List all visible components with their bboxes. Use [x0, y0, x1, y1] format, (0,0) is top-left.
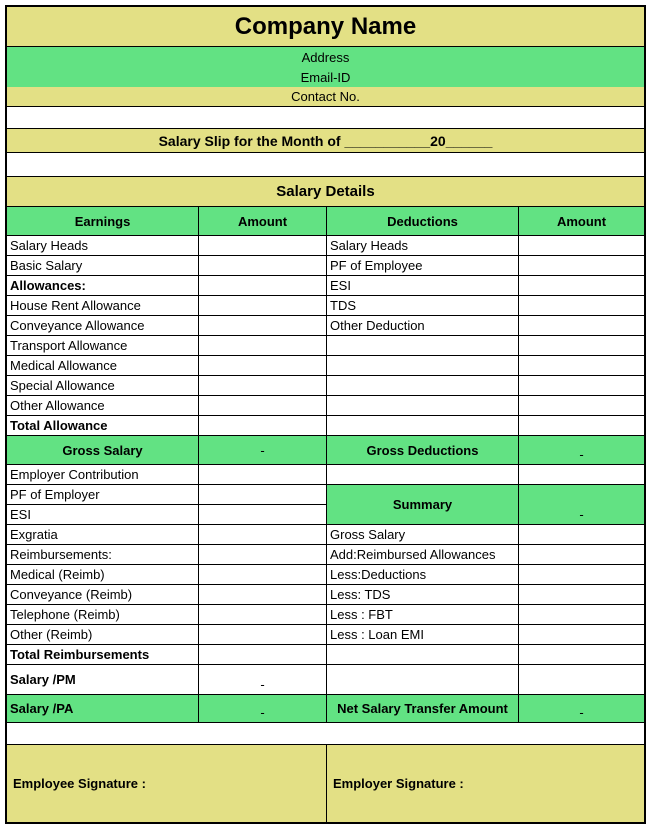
amount-cell	[519, 396, 644, 416]
deduction-row	[327, 396, 519, 416]
gross-deductions-value: -	[519, 436, 644, 465]
amount-cell	[519, 645, 644, 665]
amount-cell	[199, 376, 327, 396]
month-line: Salary Slip for the Month of ___________20______	[7, 129, 644, 153]
earnings-row: Special Allowance	[7, 376, 199, 396]
amount-cell	[199, 505, 327, 525]
amount-cell	[199, 356, 327, 376]
amount-cell	[199, 565, 327, 585]
blank-cell	[327, 665, 519, 695]
salary-slip	[5, 5, 646, 824]
amount-cell	[519, 525, 644, 545]
earnings-row: Transport Allowance	[7, 336, 199, 356]
amount-header-2: Amount	[519, 207, 644, 236]
deduction-row	[327, 376, 519, 396]
summary-row: Add:Reimbursed Allowances	[327, 545, 519, 565]
amount-cell	[519, 316, 644, 336]
amount-cell	[199, 396, 327, 416]
amount-cell	[199, 525, 327, 545]
amount-cell	[199, 645, 327, 665]
amount-cell	[519, 296, 644, 316]
blank-cell	[327, 465, 519, 485]
amount-cell	[199, 236, 327, 256]
earnings-row: Total Allowance	[7, 416, 199, 436]
amount-cell	[519, 565, 644, 585]
reimb-row: Other (Reimb)	[7, 625, 199, 645]
amount-cell	[199, 256, 327, 276]
amount-cell	[199, 605, 327, 625]
blank-row-3	[7, 723, 644, 745]
summary-row: Less: TDS	[327, 585, 519, 605]
contact-no: Contact No.	[7, 87, 644, 107]
reimb-row: Exgratia	[7, 525, 199, 545]
summary-row: Less : FBT	[327, 605, 519, 625]
summary-row: Less:Deductions	[327, 565, 519, 585]
amount-cell	[519, 416, 644, 436]
amount-cell	[199, 336, 327, 356]
blank-cell	[519, 665, 644, 695]
amount-cell	[519, 625, 644, 645]
amount-header-1: Amount	[199, 207, 327, 236]
company-name: Company Name	[7, 7, 644, 47]
deduction-row	[327, 416, 519, 436]
earnings-row: Other Allowance	[7, 396, 199, 416]
earnings-row: Conveyance Allowance	[7, 316, 199, 336]
blank-row-1	[7, 107, 644, 129]
summary-row: Less : Loan EMI	[327, 625, 519, 645]
amount-cell	[199, 485, 327, 505]
amount-cell	[519, 376, 644, 396]
earnings-row: House Rent Allowance	[7, 296, 199, 316]
deduction-row: PF of Employee	[327, 256, 519, 276]
amount-cell	[199, 296, 327, 316]
earnings-row: Salary Heads	[7, 236, 199, 256]
summary-label: Summary	[327, 485, 519, 525]
address: Address	[7, 47, 644, 67]
reimb-row: Total Reimbursements	[7, 645, 199, 665]
amount-cell	[519, 585, 644, 605]
reimb-row: Telephone (Reimb)	[7, 605, 199, 625]
summary-row: Gross Salary	[327, 525, 519, 545]
amount-cell	[519, 605, 644, 625]
earnings-row: Allowances:	[7, 276, 199, 296]
amount-cell	[519, 356, 644, 376]
amount-cell	[199, 545, 327, 565]
amount-cell	[199, 316, 327, 336]
net-salary-label: Net Salary Transfer Amount	[327, 695, 519, 723]
summary-row	[327, 645, 519, 665]
blank-cell	[519, 465, 644, 485]
employer-row: PF of Employer	[7, 485, 199, 505]
employee-signature: Employee Signature :	[7, 745, 327, 822]
gross-deductions-label: Gross Deductions	[327, 436, 519, 465]
amount-cell	[199, 276, 327, 296]
deduction-row	[327, 356, 519, 376]
employer-row: Employer Contribution	[7, 465, 199, 485]
earnings-header: Earnings	[7, 207, 199, 236]
employer-signature: Employer Signature :	[327, 745, 644, 822]
deductions-header: Deductions	[327, 207, 519, 236]
deduction-row: Salary Heads	[327, 236, 519, 256]
earnings-row: Basic Salary	[7, 256, 199, 276]
salary-details-title: Salary Details	[7, 177, 644, 207]
reimb-row: Conveyance (Reimb)	[7, 585, 199, 605]
summary-value: -	[519, 485, 644, 525]
salary-pm-label: Salary /PM	[7, 665, 199, 695]
amount-cell	[519, 256, 644, 276]
gross-salary-value: -	[199, 436, 327, 465]
amount-cell	[519, 236, 644, 256]
deduction-row: Other Deduction	[327, 316, 519, 336]
reimb-row: Medical (Reimb)	[7, 565, 199, 585]
amount-cell	[199, 585, 327, 605]
email-id: Email-ID	[7, 67, 644, 87]
deduction-row: TDS	[327, 296, 519, 316]
earnings-row: Medical Allowance	[7, 356, 199, 376]
employer-row: ESI	[7, 505, 199, 525]
gross-salary-label: Gross Salary	[7, 436, 199, 465]
amount-cell	[199, 465, 327, 485]
amount-cell	[519, 336, 644, 356]
net-salary-value: -	[519, 695, 644, 723]
reimb-row: Reimbursements:	[7, 545, 199, 565]
blank-row-2	[7, 153, 644, 177]
amount-cell	[519, 545, 644, 565]
amount-cell	[519, 276, 644, 296]
deduction-row: ESI	[327, 276, 519, 296]
deduction-row	[327, 336, 519, 356]
amount-cell	[199, 625, 327, 645]
amount-cell	[199, 416, 327, 436]
salary-pa-label: Salary /PA	[7, 695, 199, 723]
salary-pa-value: -	[199, 695, 327, 723]
salary-pm-value: -	[199, 665, 327, 695]
